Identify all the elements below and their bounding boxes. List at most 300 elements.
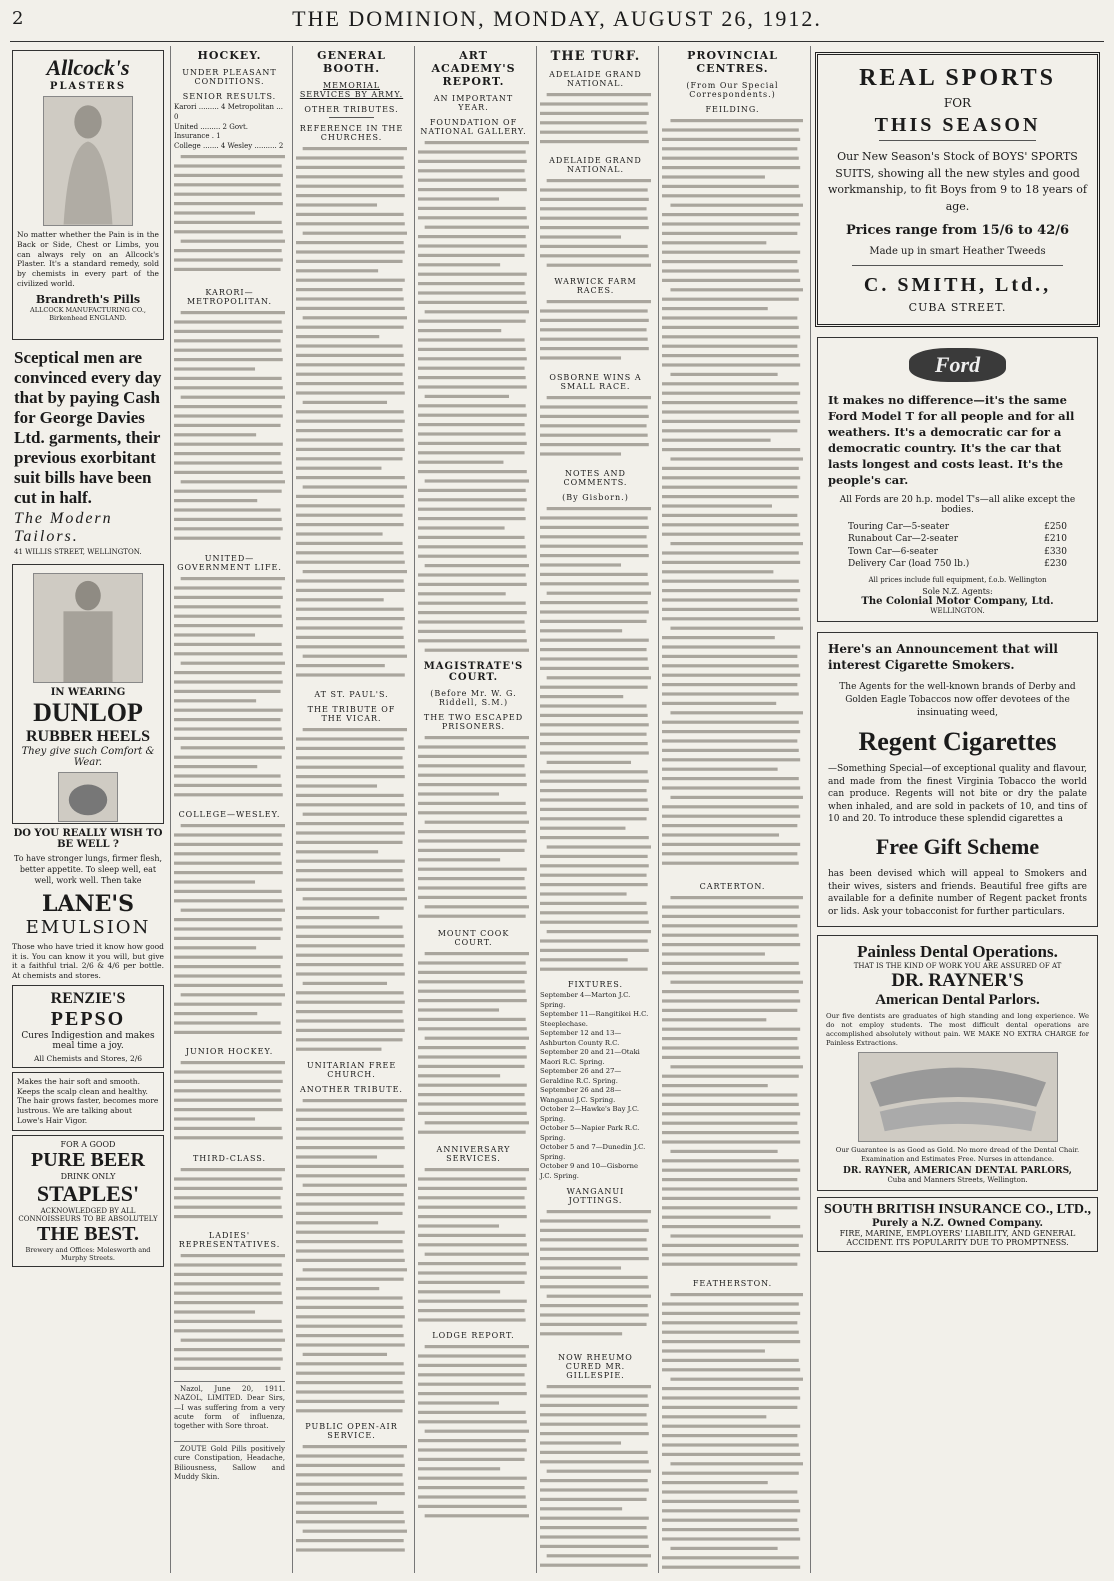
adelaide-text <box>540 90 651 150</box>
text-line <box>670 796 803 799</box>
text-line <box>540 309 648 312</box>
text-line <box>174 680 283 683</box>
text-line <box>425 952 529 955</box>
text-line <box>296 831 405 834</box>
text-line <box>540 1248 648 1251</box>
dental-title: Painless Dental Operations. <box>857 942 1058 962</box>
text-line <box>418 207 526 210</box>
text-line <box>174 833 282 836</box>
text-line <box>662 664 799 667</box>
text-line <box>662 307 768 310</box>
text-line <box>174 183 281 186</box>
text-line <box>418 1458 525 1461</box>
text-line <box>418 385 527 388</box>
text-line <box>174 1099 282 1102</box>
text-line <box>174 1329 283 1332</box>
text-line <box>303 813 407 816</box>
text-line <box>662 934 799 937</box>
text-line <box>662 1425 800 1428</box>
real-sports-for: FOR <box>943 96 972 110</box>
text-line <box>425 310 529 313</box>
text-line <box>296 260 403 263</box>
text-line <box>540 620 647 623</box>
text-line <box>662 598 797 601</box>
text-line <box>174 268 281 271</box>
staples-ad <box>12 1135 164 1267</box>
text-line <box>174 174 283 177</box>
ford-price-list <box>828 519 1087 573</box>
text-line <box>296 972 405 975</box>
dunlop-product: RUBBER HEELS <box>25 728 151 746</box>
text-line <box>174 221 282 224</box>
text-line <box>174 1320 282 1323</box>
fixture-item: October 5 and 7—Dunedin J.C. Spring. <box>540 1143 646 1161</box>
text-line <box>662 1302 799 1305</box>
booth-subheading: MEMORIAL SERVICES BY ARMY. <box>299 81 404 99</box>
text-line <box>174 1089 281 1092</box>
staples-line3: DRINK ONLY <box>60 1171 116 1181</box>
text-line <box>296 1343 405 1346</box>
text-line <box>296 1306 404 1309</box>
text-line <box>540 235 621 238</box>
text-line <box>296 664 385 667</box>
text-line <box>296 532 383 535</box>
text-line <box>662 1046 799 1049</box>
text-line <box>296 1118 405 1121</box>
text-line <box>662 1206 797 1209</box>
pepso-ad <box>12 985 164 1068</box>
text-line <box>547 845 651 848</box>
text-line <box>174 1108 283 1111</box>
text-line <box>540 188 648 191</box>
text-line <box>662 971 800 974</box>
text-line <box>662 702 776 705</box>
booth-section: UNITARIAN FREE CHURCH. <box>306 1061 397 1079</box>
text-line <box>181 1254 285 1257</box>
text-line <box>303 728 407 731</box>
text-line <box>662 429 797 432</box>
fixture-item: October 9 and 10—Gisborne J.C. Spring. <box>540 1162 639 1180</box>
text-line <box>296 1464 405 1467</box>
text-line <box>418 404 526 407</box>
text-line <box>418 451 525 454</box>
dental-ad <box>817 935 1098 1191</box>
text-line <box>174 862 282 865</box>
gentleman-illustration <box>33 573 143 683</box>
text-line <box>547 761 631 764</box>
text-line <box>418 1243 527 1246</box>
text-line <box>174 386 283 389</box>
insurance-ad <box>817 1197 1098 1252</box>
text-line <box>181 746 285 749</box>
text-line <box>418 896 527 899</box>
text-line <box>296 1409 403 1412</box>
text-line <box>418 602 526 605</box>
text-line <box>418 1055 527 1058</box>
text-line <box>181 155 285 158</box>
text-line <box>540 582 649 585</box>
text-line <box>303 485 407 488</box>
text-line <box>662 476 800 479</box>
text-line <box>174 586 282 589</box>
text-line <box>662 786 800 789</box>
text-line <box>540 808 649 811</box>
text-line <box>662 1490 797 1493</box>
text-line <box>670 457 803 460</box>
text-line <box>296 888 405 891</box>
text-line <box>418 1177 526 1180</box>
text-line <box>540 131 648 134</box>
hockey-text-2 <box>174 308 285 548</box>
ford-headline: It makes no difference—it's the same Ford Model T for all people and for all weathers. It's a democratic car for a democratic country. It's the car that lasts longest and costs least. It's the people's car. <box>828 393 1075 488</box>
text-line <box>540 226 649 229</box>
text-line <box>540 968 648 971</box>
insurance-sub: Purely a N.Z. Owned Company. <box>871 1218 1044 1230</box>
text-line <box>296 354 404 357</box>
text-line <box>174 1021 281 1024</box>
text-line <box>174 508 281 511</box>
text-line <box>540 902 647 905</box>
text-line <box>662 1178 797 1181</box>
smith-street: CUBA STREET. <box>908 301 1007 314</box>
text-line <box>662 1216 771 1219</box>
text-line <box>296 241 404 244</box>
text-line <box>418 1281 525 1284</box>
text-line <box>181 311 285 314</box>
text-line <box>296 551 404 554</box>
text-line <box>174 946 256 949</box>
text-line <box>296 391 405 394</box>
text-line <box>670 627 803 630</box>
text-line <box>174 890 282 893</box>
text-line <box>662 608 799 611</box>
text-line <box>174 709 283 712</box>
text-line <box>296 1473 403 1476</box>
text-line <box>296 841 403 844</box>
allcock-title: Allcock's <box>46 55 130 80</box>
text-line <box>181 1168 285 1171</box>
text-line <box>174 1070 282 1073</box>
fixtures-heading: FIXTURES. <box>567 980 624 989</box>
text-line <box>418 1309 525 1312</box>
text-line <box>181 577 285 580</box>
text-line <box>418 990 526 993</box>
text-line <box>296 1483 404 1486</box>
text-line <box>296 963 404 966</box>
text-line <box>418 329 501 332</box>
column-ads-right <box>810 46 1104 1573</box>
text-line <box>662 943 800 946</box>
text-line <box>418 1206 526 1209</box>
text-line <box>174 1292 282 1295</box>
text-line <box>662 1056 800 1059</box>
brandreth-pills: Brandreth's Pills <box>35 292 141 306</box>
text-line <box>662 833 779 836</box>
booth-section: REFERENCE IN THE CHURCHES. <box>299 124 404 142</box>
text-line <box>174 956 283 959</box>
text-line <box>296 747 405 750</box>
text-line <box>174 1196 281 1199</box>
text-line <box>540 714 648 717</box>
dental-sub: THAT IS THE KIND OF WORK YOU ARE ASSURED OF AT <box>853 962 1062 971</box>
text-line <box>296 645 405 648</box>
text-line <box>662 1500 799 1503</box>
text-line <box>296 1240 403 1243</box>
george-davies-firm: The Modern Tailors. <box>14 510 113 546</box>
fixture-item: September 26 and 27—Geraldine R.C. Spring. <box>540 1067 622 1085</box>
text-line <box>540 648 647 651</box>
text-line <box>418 179 526 182</box>
text-line <box>296 850 378 853</box>
text-line <box>670 896 803 899</box>
text-line <box>540 751 649 754</box>
text-line <box>540 1526 647 1529</box>
lane-footer: Those who have tried it know how good it is. You can know it you will, but give it a faithful trial. 2/6 & 4/6 per bottle. At chemists and stores. <box>12 941 164 981</box>
art-heading: ART ACADEMY'S REPORT. <box>431 49 516 88</box>
text-line <box>662 1368 800 1371</box>
regent-ad <box>817 632 1098 928</box>
text-line <box>418 1112 527 1115</box>
text-line <box>418 915 526 918</box>
ford-price-row: Touring Car—5-seater £250 <box>848 521 1067 532</box>
text-line <box>174 737 283 740</box>
art-text <box>418 138 529 658</box>
text-line <box>540 1432 649 1435</box>
text-line <box>174 965 281 968</box>
text-line <box>296 1155 377 1158</box>
text-line <box>662 166 800 169</box>
text-line <box>296 1325 403 1328</box>
real-sports-prices: Prices range from 15/6 to 42/6 <box>845 223 1070 238</box>
text-line <box>174 258 283 261</box>
text-line <box>174 1031 282 1034</box>
real-sports-season: THIS SEASON <box>874 114 1041 136</box>
text-line <box>174 793 283 796</box>
text-line <box>418 999 527 1002</box>
ford-agent-label: Sole N.Z. Agents: <box>922 586 993 596</box>
text-line <box>540 883 648 886</box>
ford-price-row: Runabout Car—2-seater £210 <box>848 534 1067 545</box>
text-line <box>540 545 648 548</box>
george-davies-address: 41 WILLIS STREET, WELLINGTON. <box>14 548 142 557</box>
text-line <box>174 784 282 787</box>
art-subheading: AN IMPORTANT YEAR. <box>433 94 514 112</box>
text-line <box>296 935 404 938</box>
text-line <box>296 737 404 740</box>
text-line <box>540 855 648 858</box>
text-line <box>662 999 800 1002</box>
text-line <box>662 1075 799 1078</box>
text-line <box>174 671 282 674</box>
text-line <box>540 1451 648 1454</box>
text-line <box>296 288 403 291</box>
text-line <box>174 699 256 702</box>
text-line <box>670 1234 803 1237</box>
text-line <box>296 1520 405 1523</box>
text-line <box>540 704 647 707</box>
text-line <box>425 395 509 398</box>
text-line <box>181 1339 285 1342</box>
text-line <box>662 1263 797 1266</box>
text-line <box>662 467 799 470</box>
text-line <box>296 1221 378 1224</box>
text-line <box>540 1220 648 1223</box>
feilding-heading: FEILDING. <box>705 105 760 114</box>
text-line <box>540 338 648 341</box>
text-line <box>303 401 387 404</box>
text-line <box>662 1112 800 1115</box>
text-line <box>418 858 500 861</box>
text-line <box>662 354 799 357</box>
adelaide-heading: ADELAIDE GRAND NATIONAL. <box>549 70 642 88</box>
text-line <box>296 944 405 947</box>
ford-price-row: Delivery Car (load 750 lb.) £230 <box>848 559 1067 570</box>
text-line <box>418 583 527 586</box>
text-line <box>662 514 797 517</box>
text-line <box>418 169 525 172</box>
text-line <box>670 288 803 291</box>
text-line <box>418 263 500 266</box>
text-line <box>174 377 282 380</box>
text-line <box>662 645 800 648</box>
text-line <box>662 655 797 658</box>
text-line <box>540 874 647 877</box>
text-line <box>174 518 282 521</box>
fixture-item: September 20 and 21—Otaki Maori R.C. Spring. <box>540 1048 640 1066</box>
staples-line5: THE BEST. <box>37 1222 139 1245</box>
text-line <box>174 452 281 455</box>
text-line <box>418 348 526 351</box>
ford-sub: All Fords are 20 h.p. model T's—all alike except the bodies. <box>839 494 1076 515</box>
match-heading: COLLEGE—WESLEY. <box>178 809 281 819</box>
text-line <box>540 733 647 736</box>
text-line <box>540 1414 647 1417</box>
text-line <box>662 1197 800 1200</box>
text-line <box>662 580 799 583</box>
text-line <box>418 1354 526 1357</box>
text-line <box>296 1381 403 1384</box>
text-line <box>418 839 527 842</box>
text-line <box>296 1010 403 1013</box>
text-line <box>662 1018 766 1021</box>
text-line <box>418 792 499 795</box>
text-line <box>540 610 649 613</box>
text-line <box>540 827 625 830</box>
booth-text-2 <box>296 725 407 1055</box>
text-line <box>662 1528 799 1531</box>
text-line <box>662 316 797 319</box>
text-line <box>662 843 800 846</box>
text-line <box>174 358 283 361</box>
text-line <box>296 269 378 272</box>
text-line <box>662 824 797 827</box>
text-line <box>662 1556 799 1559</box>
text-line <box>547 1295 651 1298</box>
text-line <box>425 1345 529 1348</box>
text-line <box>425 141 529 144</box>
text-line <box>303 897 407 900</box>
hockey-subheading: UNDER PLEASANT CONDITIONS. <box>182 68 277 86</box>
text-line <box>670 542 803 545</box>
text-line <box>662 194 800 197</box>
ford-logo: Ford <box>909 348 1006 382</box>
hockey-text-3 <box>174 574 285 804</box>
text-line <box>662 758 800 761</box>
booth-section: PUBLIC OPEN-AIR SERVICE. <box>305 1422 398 1440</box>
text-line <box>662 486 797 489</box>
dental-guarantee: Our Guarantee is as Good as Gold. No more dread of the Dental Chair. Examination and Estimates Free. Nurses in attendance. <box>835 1145 1080 1163</box>
text-line <box>418 1262 526 1265</box>
text-line <box>662 439 771 442</box>
text-line <box>662 1434 797 1437</box>
text-line <box>540 1304 648 1307</box>
match-heading: UNITED—GOVERNMENT LIFE. <box>177 553 282 572</box>
text-line <box>418 1065 525 1068</box>
text-line <box>540 958 628 961</box>
text-line <box>662 269 799 272</box>
regent-headline: Here's an Announcement that will interest Cigarette Smokers. <box>828 641 1058 673</box>
text-line <box>662 768 778 771</box>
text-line <box>296 448 405 451</box>
text-line <box>540 434 648 437</box>
text-line <box>662 260 797 263</box>
hockey-text-4 <box>174 821 285 1041</box>
text-line <box>296 1492 405 1495</box>
text-line <box>670 373 777 376</box>
text-line <box>174 1263 282 1266</box>
text-line <box>296 495 404 498</box>
text-line <box>662 1443 799 1446</box>
wanganui-text <box>540 1207 651 1347</box>
mount-cook-heading: MOUNT COOK COURT. <box>437 929 510 947</box>
text-line <box>296 373 403 376</box>
text-line <box>174 852 281 855</box>
hockey-text-5 <box>174 1058 285 1148</box>
text-line <box>540 1442 621 1445</box>
text-line <box>418 376 526 379</box>
text-line <box>662 1519 797 1522</box>
text-line <box>418 1505 527 1508</box>
dunlop-ad <box>12 564 164 824</box>
text-line <box>296 916 379 919</box>
text-line <box>296 1029 405 1032</box>
text-line <box>425 479 529 482</box>
text-line <box>540 1489 649 1492</box>
text-line <box>303 147 407 150</box>
text-line <box>662 1387 799 1390</box>
text-line <box>418 755 527 758</box>
text-line <box>296 673 405 676</box>
warwick-text <box>540 297 651 367</box>
warwick-heading: WARWICK FARM RACES. <box>554 277 637 295</box>
magistrate-heading: MAGISTRATE'S COURT. <box>423 661 524 683</box>
staples-brand: STAPLES' <box>36 1180 140 1206</box>
text-line <box>296 1501 377 1504</box>
text-line <box>174 633 255 636</box>
text-line <box>425 1430 529 1433</box>
text-line <box>662 905 799 908</box>
text-line <box>303 982 387 985</box>
text-line <box>662 1566 800 1569</box>
text-line <box>174 193 282 196</box>
text-line <box>174 718 281 721</box>
text-line <box>418 489 526 492</box>
dental-footer-name: DR. RAYNER, AMERICAN DENTAL PARLORS, <box>843 1166 1072 1177</box>
text-line <box>662 1122 797 1125</box>
text-line <box>662 1159 799 1162</box>
text-line <box>303 232 407 235</box>
text-line <box>174 596 283 599</box>
